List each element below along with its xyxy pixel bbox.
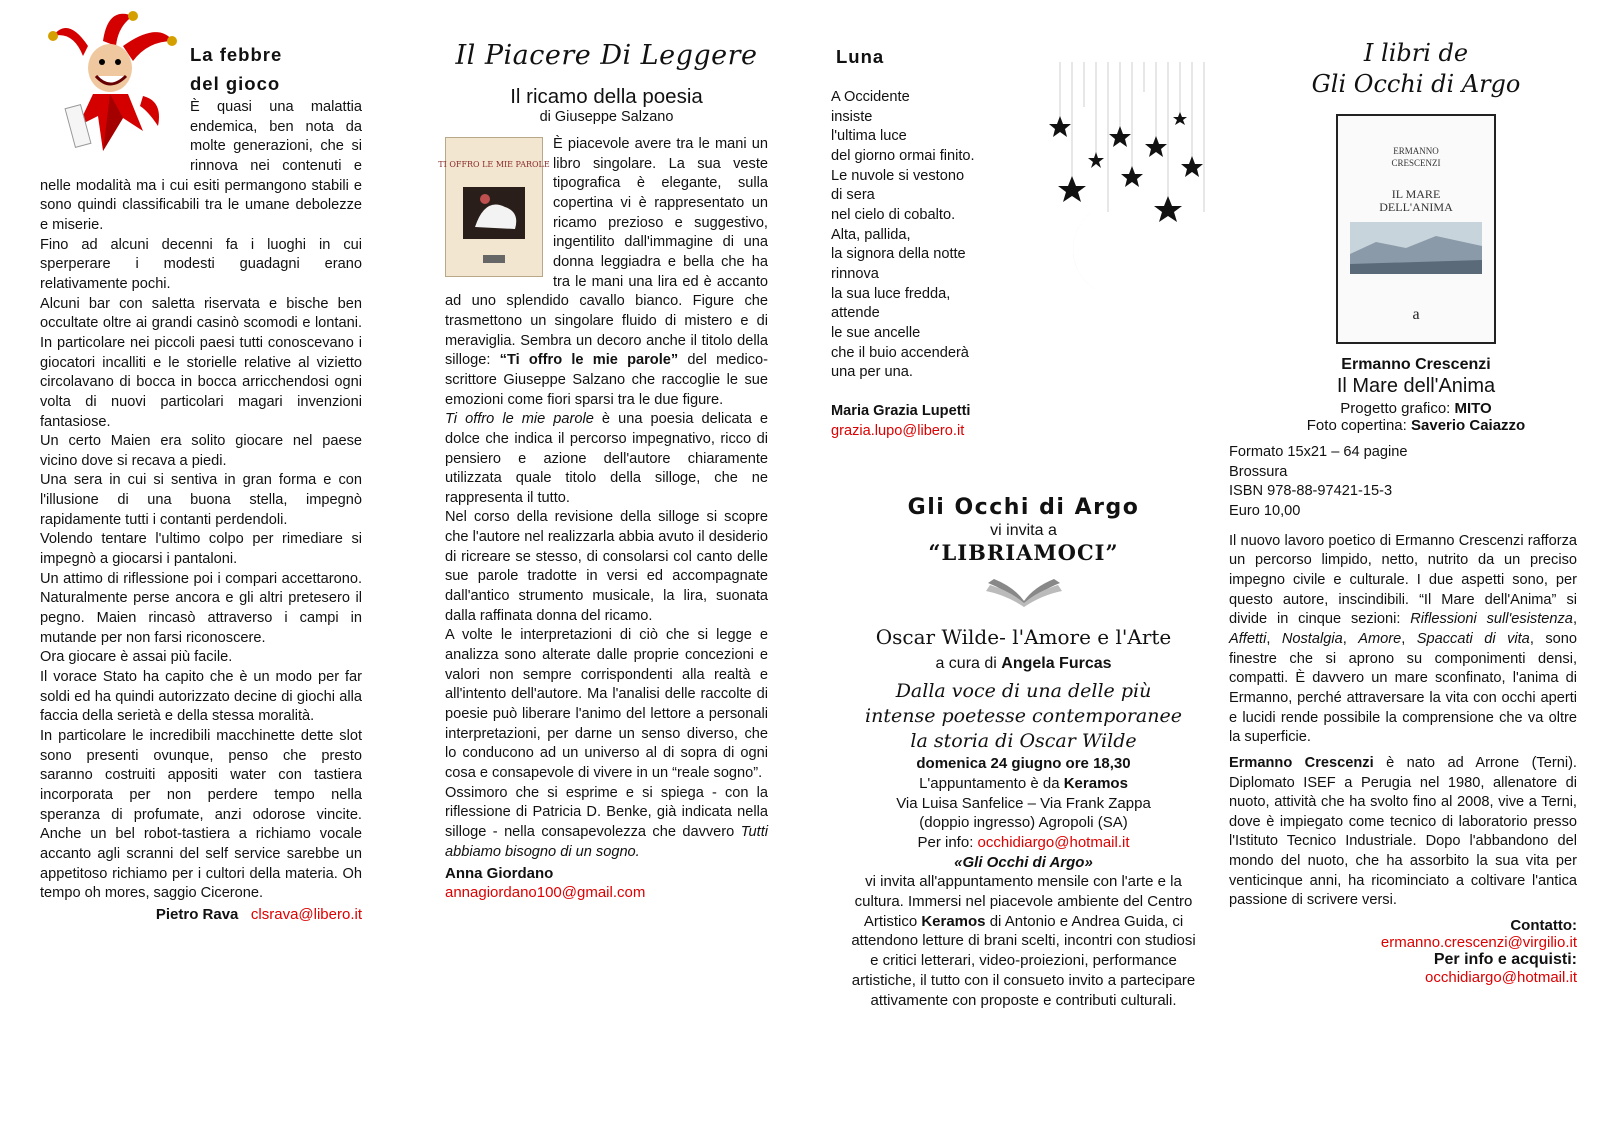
book-title: Il Mare dell'Anima [1336, 375, 1496, 397]
poem-title: Luna [836, 46, 885, 67]
review-body [438, 135, 769, 862]
section-name: Amore [1358, 630, 1402, 647]
book-author: Ermanno Crescenzi [1341, 356, 1491, 373]
section-heading: Il Piacere Di Leggere [455, 40, 758, 71]
paragraph: A volte le interpretazioni di ciò che si legge e analizza sono alterate dalle proprie concezioni e valori non sempre corrispondenti alla realtà e all'intento dell'autore. Ma l'analisi delle raccolte di poesie può liberare l'animo del lettore a personali interpretazioni, per darne un senso diverso, che lo conducono ad un universo al di sopra di ogni cosa e consapevole di vivere in un “reale sogno”. [445, 627, 768, 781]
paragraph: Volendo tentare l'ultimo colpo per rimediare si impegnò a giocarsi i pantaloni. [40, 531, 362, 568]
poem-line: nel cielo di cobalto. [831, 206, 956, 223]
paragraph: Fino ad alcuni decenni fa i luoghi in cui sperperare i modesti guadagni erano relativamente pochi. [40, 236, 362, 292]
contact-email-link[interactable]: ermanno.crescenzi@virgilio.it [1380, 934, 1577, 952]
text-run: di Antonio e Andrea Guida, ci attendono letture di brani scelti, incontri con studiosi e critici letterari, video-proiezioni, performance artistiche, il tutto con il consueto invito a partecipare attivamente con proposte e contributi culturali. [851, 912, 1196, 1009]
text-run: vi invita all'appuntamento mensile con l'arte e la cultura. Immersi nel piacevole ambiente del Centro Artistico [854, 873, 1193, 930]
column-book-promo [1229, 0, 1578, 987]
poem-line: Alta, pallida, [831, 226, 911, 243]
purchase-email-link[interactable]: occhidiargo@hotmail.it [1425, 969, 1577, 987]
paragraph [445, 784, 768, 863]
text-run: Progetto grafico: [1340, 400, 1455, 417]
article-body [40, 98, 362, 904]
paragraph: Un attimo di riflessione poi i compari accettarono. Naturalmente perse ancora e gli altri pretesero il pegno. Maien rincasò attraverso i campi in mutande per non farsi riconoscere. [40, 570, 362, 646]
poem-author-email-link[interactable]: grazia.lupo@libero.it [831, 422, 965, 439]
text-run: Il nuovo lavoro poetico di Ermanno Crescenzi rafforza un percorso limpido, netto, nutrito da un preciso impegno civile e culturale. I due aspetti sono, per questo autore, inscindibili. “Il Mare dell'Anima” si divide in cinque sezioni: [1229, 532, 1577, 628]
book-description [1229, 532, 1577, 911]
promo-title-line-1: I libri de [1363, 39, 1469, 67]
cover-author-line: CRESCENZI [1391, 158, 1441, 168]
paragraph: Il nuovo lavoro poetico di Ermanno Crescenzi rafforza un percorso limpido, netto, nutrito da un preciso impegno civile e culturale. I due aspetti sono, per questo autore, inscindibili. “Il Mare dell'Anima” si divide in cinque sezioni: Riflessioni sull'esistenza, Affetti, Nostalgia, Amore, Spaccati di vita, sono finestre che si aprono su componimenti densi, compatti. È davvero un mare sconfinato, l'anima di Ermanno, perché attraversare la vita con occhi aperti e lucidi rende possibile la comprensione che va oltre la superficie. [1229, 532, 1578, 746]
poem-line: A Occidente [831, 89, 910, 105]
poem-line: le sue ancelle [831, 324, 921, 341]
purchase-label: Per info e acquisti: [1433, 951, 1577, 969]
poem-line: rinnova [831, 265, 879, 282]
event-info [846, 833, 1201, 853]
text-run: del medico-scrittore Giuseppe Salzano che raccoglie le sue emozioni come fiori sparsi tra le due figure. [445, 352, 769, 408]
promo-title [1255, 38, 1577, 100]
event-venue [846, 774, 1201, 794]
paragraph: In particolare le incredibili macchinette dette slot sono presenti ovunque, penso che presto saranno costruiti appositi water con tastiera incorporata per non perdere tempo nella speranza di profumate, anzi odorose vincite. Anche un bel robot-tastiera a richiamo vocale accanto agli scranni del self service sarebbe un appetitoso richiamo per i cultori della materia. Oh tempo oh mores, saggio Cicerone. [40, 728, 362, 902]
moon-stars-illustration [1040, 62, 1215, 302]
text-run: Foto copertina: [1306, 417, 1411, 434]
poem-line: l'ultima luce [831, 128, 907, 145]
column-book-review [438, 0, 769, 902]
book-isbn: ISBN 978-88-97421-15-3 [1229, 483, 1393, 500]
photographer-name: Saverio Caiazzo [1411, 417, 1526, 434]
event-invite: vi invita a [990, 522, 1057, 540]
designer-name: MITO [1454, 400, 1492, 417]
cover-title-line: IL MARE [1391, 187, 1441, 201]
cover-author-line: ERMANNO [1393, 146, 1439, 156]
text-run: Ossimoro che si esprime e si spiega - con la riflessione di Patricia D. Benke, già indicata nella silloge - nella consapevolezza che davvero [445, 784, 768, 840]
venue-name: Keramos [1063, 774, 1128, 792]
text-run: È piacevole avere tra le mani un libro singolare. La sua veste tipografica è elegante, sulla copertina vi è rappresentato un ricamo prezioso e suggestivo, ingentilito dall'immagine di una donna leggiadra e bella che ha tra le mani una lira ed è accanto ad uno splendido cavallo bianco. Figure che trasmettono un singolare fluido di mistero e di meraviglia. Sembra un decoro anche il titolo della silloge: [445, 136, 768, 369]
contact-label: Contatto: [1510, 917, 1577, 935]
poem-line: la sua luce fredda, [831, 285, 951, 302]
event-description [846, 872, 1201, 1010]
event-name: “LIBRIAMOCI” [928, 540, 1119, 566]
photo-credit [1255, 417, 1577, 434]
event-details [846, 754, 1201, 1010]
design-credit [1255, 400, 1577, 417]
curator-name: Angela Furcas [1001, 655, 1112, 673]
event-tagline [846, 679, 1201, 754]
author-name: Pietro Rava [155, 905, 239, 923]
review-byline: di Giuseppe Salzano [539, 109, 674, 125]
event-address: Via Luisa Sanfelice – Via Frank Zappa [896, 794, 1151, 812]
section-name: Nostalgia [1281, 630, 1343, 647]
paragraph: Una sera in cui si sentiva in gran forma e con l'illusione di una buona stella, impegnò rapidamente tutti i contanti perdendoli. [40, 472, 362, 528]
open-book-icon [984, 573, 1064, 613]
book-details [1229, 443, 1577, 522]
text-run: Per info: [917, 833, 978, 851]
poem-line: Le nuvole si vestono [831, 167, 965, 184]
event-date: domenica 24 giugno ore 18,30 [916, 755, 1131, 773]
tagline-line: la storia di Oscar Wilde [910, 730, 1137, 753]
event-address: (doppio ingresso) Agropoli (SA) [919, 814, 1128, 832]
text-run: L'appuntamento è da [919, 774, 1064, 792]
book-format: Formato 15x21 – 64 pagine [1229, 444, 1408, 460]
tagline-line: intense poetesse contemporanee [865, 705, 1182, 728]
text-run: è una poesia delicata e dolce che indica il percorso impegnativo, ricco di pensiero e azione dell'autore chiaramente utilizzata quale titolo della silloge, che ne rappresenta il tutto. [445, 411, 769, 506]
poem-line: la signora della notte [831, 246, 966, 263]
svg-text:a: a [1412, 306, 1420, 323]
event-email-link[interactable]: occhidiargo@hotmail.it [977, 833, 1130, 851]
text-run: Keramos [921, 912, 986, 930]
paragraph: Alcuni bar con saletta riservata e bische ben occultate oltre ai grandi casinò scomodi e lontani. In particolare nei piccoli paesi tutti conoscevano i giocatori incalliti e le storielle relative al vizietto circolavano di bocca in bocca arricchendosi ogni volta di nuovi particolari magari invenzioni fantasiose. [40, 295, 362, 430]
text-run: “Ti offro le mie parole” [499, 352, 679, 369]
curated-prefix: a cura di [935, 655, 1002, 673]
poem-line: che il buio accenderà [831, 344, 969, 361]
tagline-line: Dalla voce di una delle più [895, 680, 1152, 703]
author-bio [1229, 754, 1577, 911]
poem-line: di sera [831, 187, 875, 204]
text-run: Tutti abbiamo bisogno di un sogno. [445, 823, 768, 860]
review-title: Il ricamo della poesia [510, 85, 703, 108]
book-cover-image [1336, 114, 1496, 344]
paragraph: Nel corso della revisione della silloge si scopre che l'autore nel realizzarla abbia avuto il desiderio di ricreare se stesso, di consolarsi col canto delle sue parole tradotte in versi ed accompagnate dall'antico strumento musicale, la lira, suonata dalla raffinata donna del ricamo. [445, 509, 768, 624]
contact-block [1229, 917, 1577, 986]
event-organizer-title: Gli Occhi di Argo [907, 495, 1140, 521]
author-email-link[interactable]: annagiordano100@gmail.com [445, 884, 646, 902]
article-title [40, 40, 362, 98]
poem-author: Maria Grazia Lupetti [831, 402, 971, 419]
column-gambling-article [40, 0, 362, 923]
promo-title-line-2: Gli Occhi di Argo [1311, 70, 1521, 98]
cover-title-line: DELL'ANIMA [1379, 200, 1453, 214]
paragraph: Il vorace Stato ha capito che è un modo per far soldi ed ha quindi autorizzato decine di giochi alla faccia della serietà e della stessa moralità. [40, 669, 362, 725]
book-thumbnail-title: TI OFFRO LE MIE PAROLE [438, 160, 550, 169]
section-name: Riflessioni sull'esistenza [1410, 611, 1573, 628]
title-line-1: La febbre [190, 44, 283, 65]
text-run: è nato ad Arrone (Terni). Diplomato ISEF a Perugia nel 1980, allenatore di nuoto, attività che ha svolto fino al 2008, vive a Terni, dove è impiegato come tecnico di laboratorio presso l'Istituto Tecnico Industriale. Dopo l'abbandono del mondo del nuoto, che ha assorbito la sua vita per venticinque anni, ha ricominciato a coltivare l'antica passione di scrivere versi. [1229, 754, 1577, 909]
talk-title: Oscar Wilde- l'Amore e l'Arte [875, 625, 1172, 650]
author-name: Anna Giordano [445, 865, 554, 883]
book-binding: Brossura [1229, 463, 1288, 480]
section-name: Spaccati di vita [1416, 630, 1530, 647]
poem-line: attende [831, 305, 880, 322]
book-price: Euro 10,00 [1229, 502, 1301, 519]
author-email-link[interactable]: clsrava@libero.it [250, 905, 362, 923]
bio-author-name: Ermanno Crescenzi [1229, 754, 1374, 771]
text-run: , sono finestre che si aprono su componimenti densi, compatti. È davvero un mare sconfinato, l'anima di Ermanno, perché attraversare la vita con occhi aperti e lucidi rende possibile la comprensione che va oltre la superficie. [1229, 630, 1578, 746]
paragraph: Ora giocare è assai più facile. [40, 649, 233, 666]
poem-line: una per una. [831, 364, 913, 381]
poem-line: insiste [831, 108, 873, 125]
book-cover-thumbnail [438, 137, 550, 277]
paragraph [445, 410, 768, 508]
section-name: Affetti [1229, 630, 1267, 647]
curated-by [846, 655, 1201, 673]
poem-line: del giorno ormai finito. [831, 147, 975, 164]
title-line-2: del gioco [190, 73, 281, 94]
signature [40, 906, 362, 923]
paragraph: È quasi una malattia endemica, ben nota da molte generazioni, che si rinnova nei contenuti e nelle modalità ma i cui esiti permangono stabili e sono quindi classificabili tra le umane debolezze e miserie. [40, 99, 362, 233]
paragraph: Un certo Maien era solito giocare nel paese vicino dove si recava a piedi. [40, 433, 362, 469]
text-run: Ti offro le mie parole [445, 411, 594, 428]
organizer-name: «Gli Occhi di Argo» [954, 853, 1093, 871]
